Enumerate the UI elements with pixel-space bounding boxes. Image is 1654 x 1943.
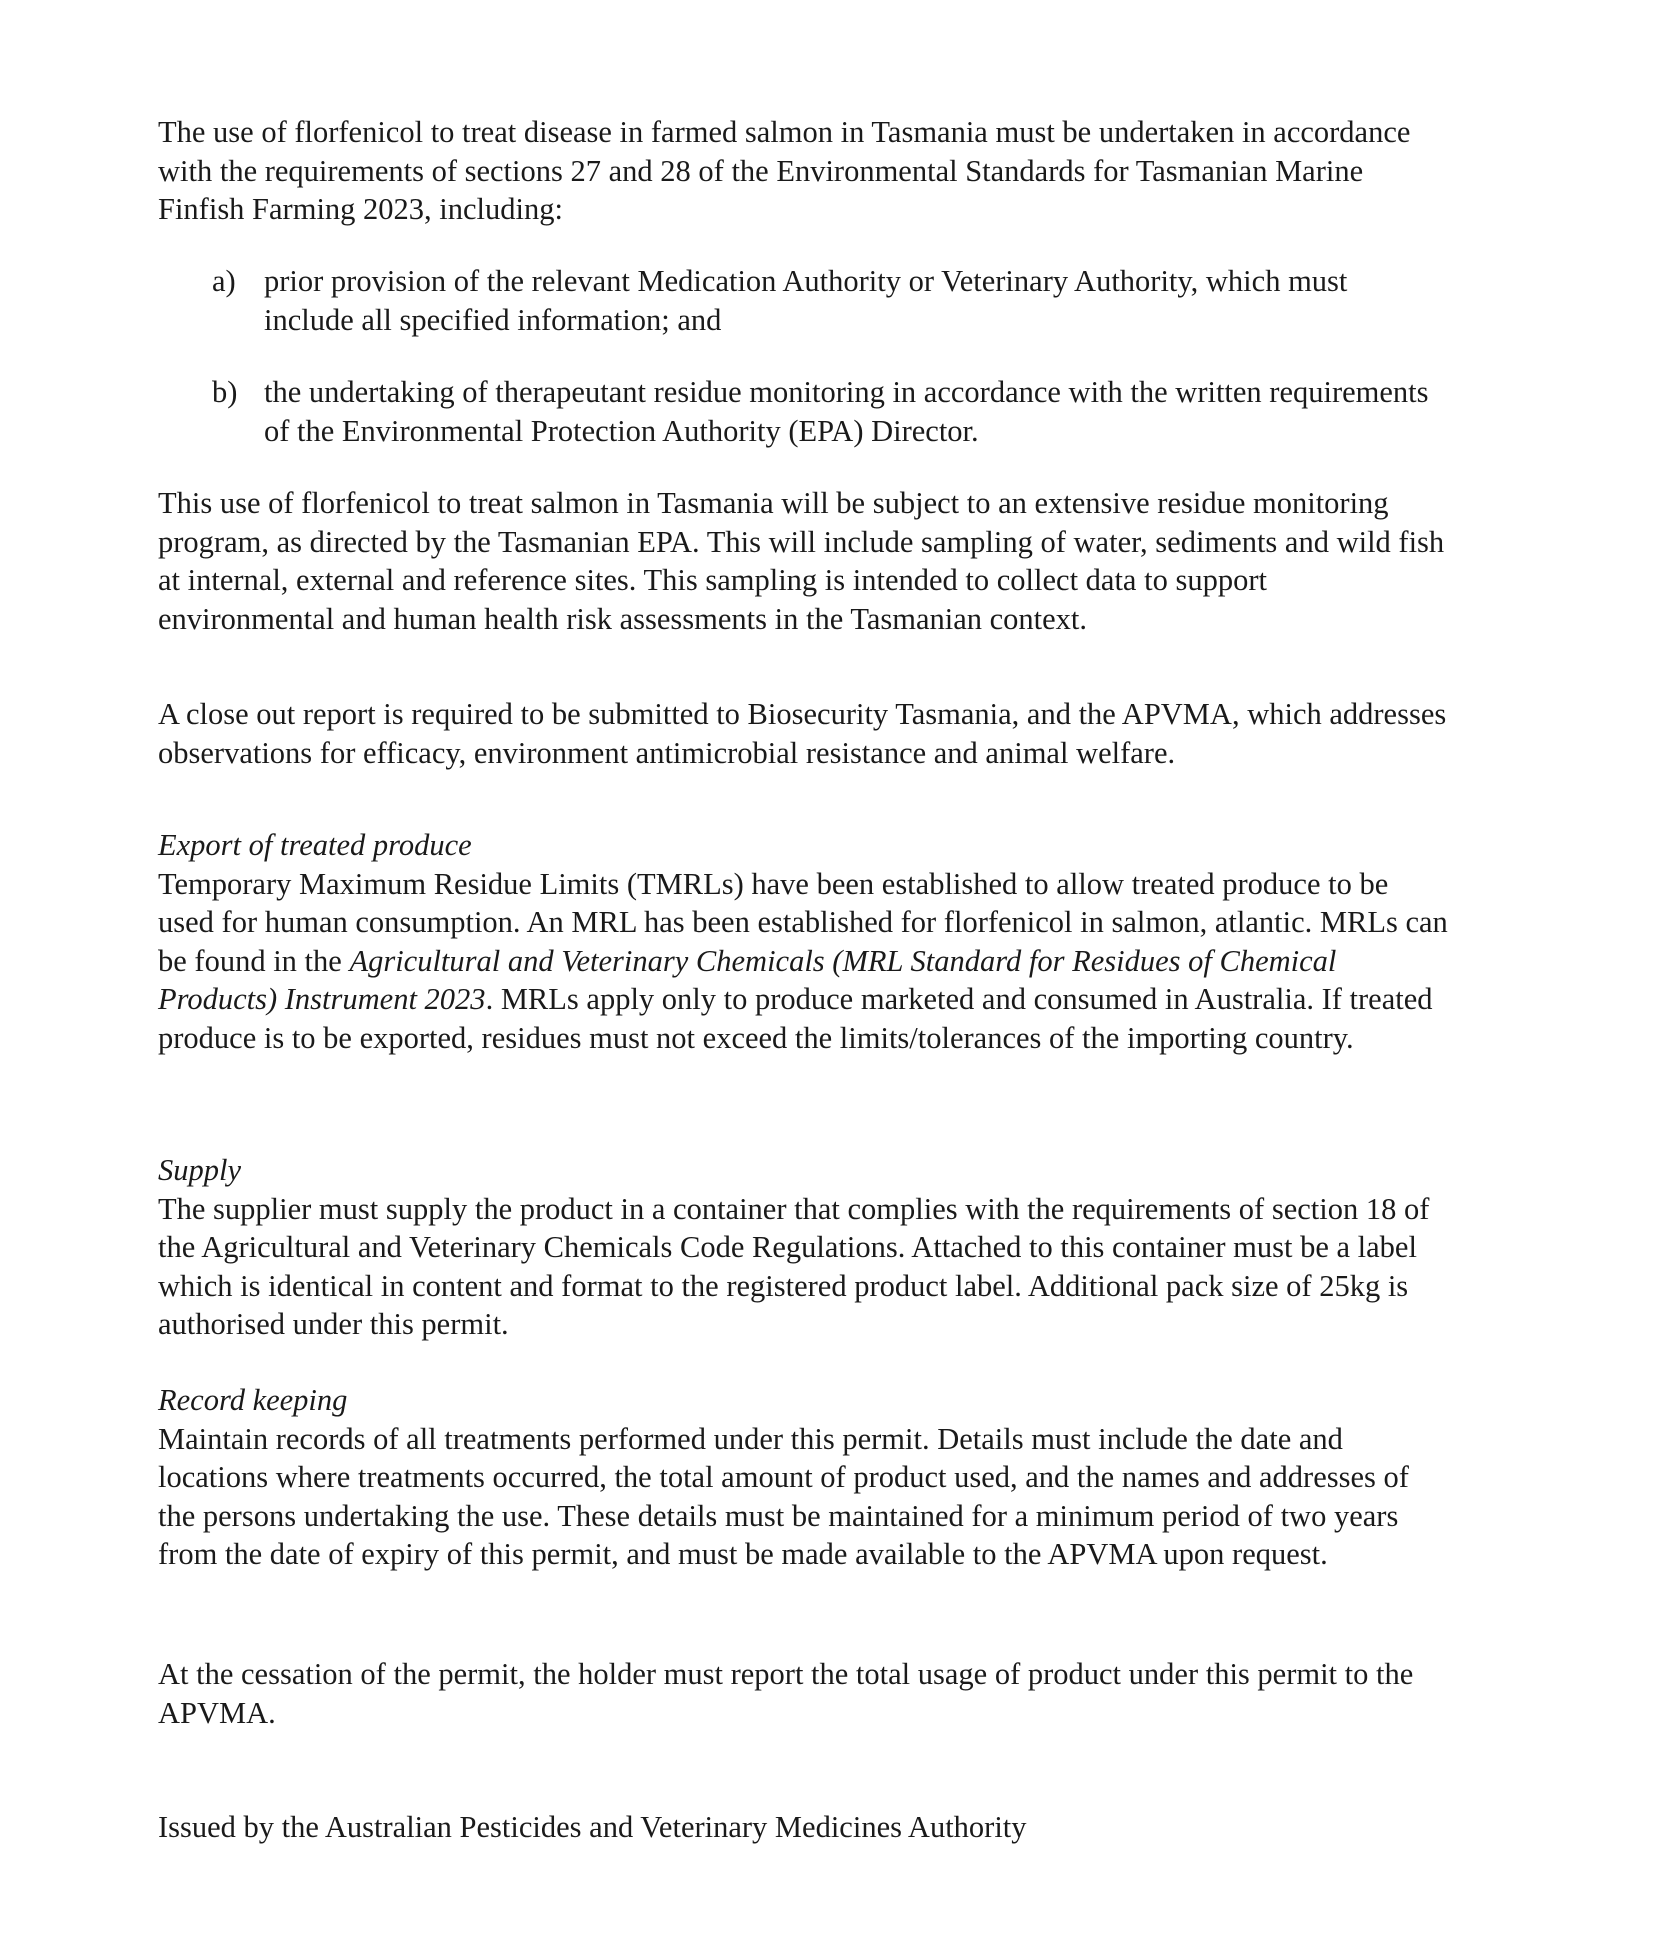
record-keeping-section xyxy=(158,1381,1448,1574)
supply-text: The supplier must supply the product in a container that complies with the requirements of section 18 of the Agricultural and Veterinary Chemicals Code Regulations. Attached to this container must be a label which is identical in content and format to the registered product label. Additional pack size of 25kg is authorised under this permit. xyxy=(158,1191,1430,1341)
intro-paragraph: The use of florfenicol to treat disease in farmed salmon in Tasmania must be undertaken in accordance with the requirements of sections 27 and 28 of the Environmental Standards for Tasmanian Marine Finfish Farming 2023, including: xyxy=(158,115,1411,226)
list-item-a xyxy=(212,262,1442,339)
closeout-paragraph: A close out report is required to be submitted to Biosecurity Tasmania, and the APVMA, which addresses observations for efficacy, environment antimicrobial resistance and animal welfare. xyxy=(158,697,1447,770)
record-keeping-text: Maintain records of all treatments performed under this permit. Details must include the date and locations where treatments occurred, the total amount of product used, and the names and addresses of the persons undertaking the use. These details must be maintained for a minimum period of two years from the date of expiry of this permit, and must be made available to the APVMA upon request. xyxy=(158,1421,1409,1571)
export-text-after: . MRLs apply only to produce marketed and consumed in Australia. If treated produce is to be exported, residues must not exceed the limits/tolerances of the importing country. xyxy=(158,982,1433,1055)
supply-section xyxy=(158,1151,1448,1344)
monitoring-paragraph: This use of florfenicol to treat salmon in Tasmania will be subject to an extensive residue monitoring program, as directed by the Tasmanian EPA. This will include sampling of water, sediments and wild fish at internal, external and reference sites. This sampling is intended to collect data to support environmental and human health risk assessments in the Tasmanian context. xyxy=(158,486,1445,636)
mrl-instrument-title: Agricultural and Veterinary Chemicals (MRL Standard for Residues of Chemical Products) Instrument 2023 xyxy=(158,943,1337,1016)
cessation-paragraph: At the cessation of the permit, the holder must report the total usage of product under this permit to the APVMA. xyxy=(158,1657,1414,1730)
supply-heading: Supply xyxy=(158,1153,242,1187)
export-heading: Export of treated produce xyxy=(158,828,472,862)
issued-by: Issued by the Australian Pesticides and Veterinary Medicines Authority xyxy=(158,1810,1027,1844)
list-marker: a) xyxy=(212,264,236,298)
list-item-text: prior provision of the relevant Medication Authority or Veterinary Authority, which must include all specified information; and xyxy=(264,264,1348,337)
list-marker: b) xyxy=(212,375,238,409)
export-text-before: Temporary Maximum Residue Limits (TMRLs) have been established to allow treated produce to be used for human consumption. An MRL has been established for florfenicol in salmon, atlantic. MRLs can be found in the xyxy=(158,866,1448,978)
list-item-b xyxy=(212,373,1442,450)
list-item-text: the undertaking of therapeutant residue monitoring in accordance with the written requirements of the Environmental Protection Authority (EPA) Director. xyxy=(264,375,1429,448)
export-section xyxy=(158,826,1448,1057)
record-keeping-heading: Record keeping xyxy=(158,1383,348,1417)
